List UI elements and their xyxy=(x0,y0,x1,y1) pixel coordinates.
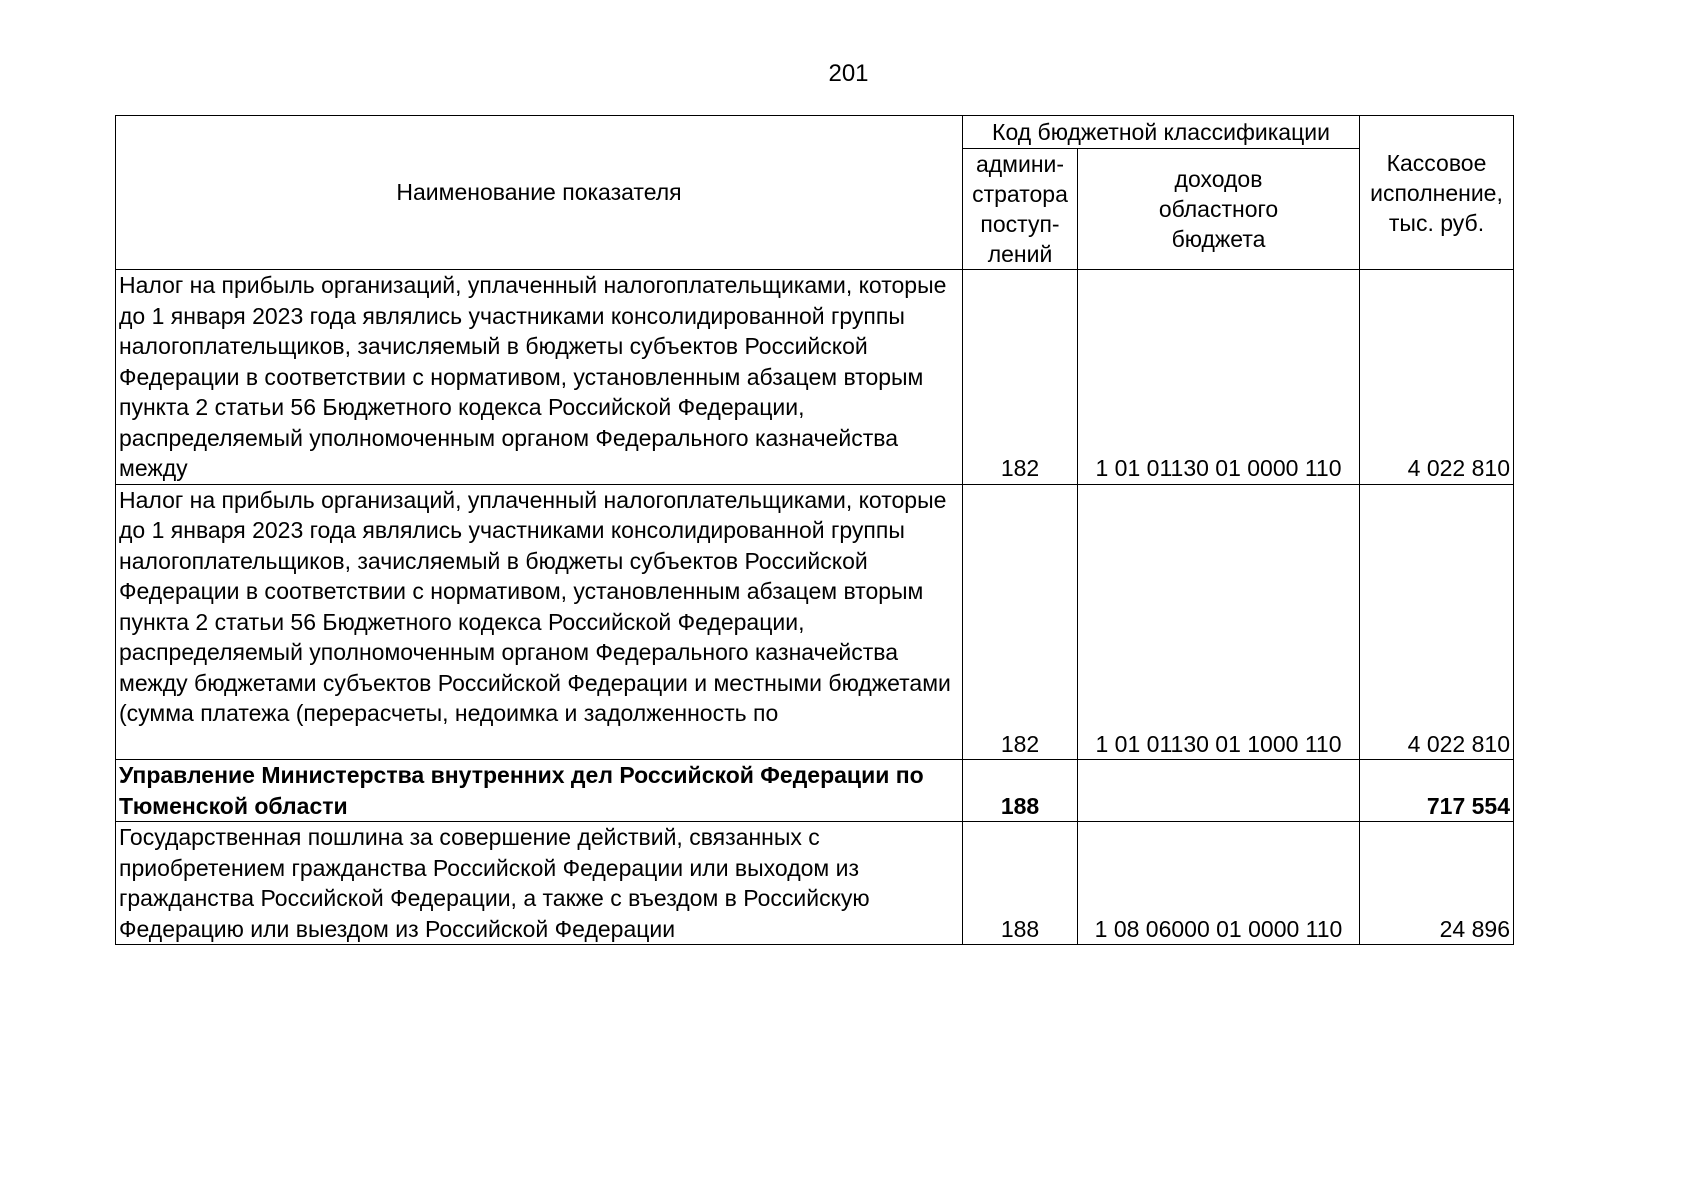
row-amount: 717 554 xyxy=(1360,760,1514,822)
row-admin: 182 xyxy=(963,484,1078,760)
row-admin: 182 xyxy=(963,270,1078,485)
table-row xyxy=(116,484,1514,760)
header-row-1 xyxy=(116,116,1514,149)
header-admin xyxy=(963,149,1078,270)
row-code xyxy=(1078,760,1360,822)
row-code: 1 01 01130 01 0000 110 xyxy=(1078,270,1360,485)
header-name: Наименование показателя xyxy=(116,116,963,270)
table-row xyxy=(116,270,1514,485)
header-admin-text: админи- стратора поступ- лений xyxy=(972,151,1068,267)
row-admin: 188 xyxy=(963,822,1078,945)
row-amount: 4 022 810 xyxy=(1360,270,1514,485)
row-code: 1 01 01130 01 1000 110 xyxy=(1078,484,1360,760)
header-cash xyxy=(1360,116,1514,270)
row-amount: 4 022 810 xyxy=(1360,484,1514,760)
row-name: Управление Министерства внутренних дел Российской Федерации по Тюменской области xyxy=(116,760,963,822)
row-name-cell xyxy=(116,270,963,485)
header-income-text: доходов областного бюджета xyxy=(1158,166,1279,252)
header-cash-text: Кассовое исполнение, тыс. руб. xyxy=(1370,149,1503,236)
row-name: Налог на прибыль организаций, уплаченный налогоплательщиками, которые до 1 января 2023 года являлись участниками консолидированной группы налогоплательщиков, зачисляемый в бюджеты субъектов Российской Федерации в соответствии с нормативом, установленным абзацем вторым пункта 2 статьи 56 Бюджетного кодекса Российской Федерации, распределяемый уполномоченным органом Федерального казначейства между xyxy=(119,272,947,481)
row-admin: 188 xyxy=(963,760,1078,822)
row-amount: 24 896 xyxy=(1360,822,1514,945)
budget-table xyxy=(115,115,1514,945)
header-income xyxy=(1078,149,1360,270)
row-name: Государственная пошлина за совершение действий, связанных с приобретением гражданства Российской Федерации или выходом из гражданства Российской Федерации, а также с въездом в Российскую Федерацию или выездом из Российской Федерации xyxy=(116,822,963,945)
page-number: 201 xyxy=(828,60,869,87)
row-name-cell xyxy=(116,484,963,760)
table-row-section xyxy=(116,760,1514,822)
row-name: Налог на прибыль организаций, уплаченный налогоплательщиками, которые до 1 января 2023 года являлись участниками консолидированной группы налогоплательщиков, зачисляемый в бюджеты субъектов Российской Федерации в соответствии с нормативом, установленным абзацем вторым пункта 2 статьи 56 Бюджетного кодекса Российской Федерации, распределяемый уполномоченным органом Федерального казначейства между бюджетами субъектов Российской Федерации и местными бюджетами (сумма платежа (перерасчеты, недоимка и задолженность по xyxy=(119,486,951,726)
row-code: 1 08 06000 01 0000 110 xyxy=(1078,822,1360,945)
table-row xyxy=(116,822,1514,945)
header-code-group: Код бюджетной классификации xyxy=(963,116,1360,149)
